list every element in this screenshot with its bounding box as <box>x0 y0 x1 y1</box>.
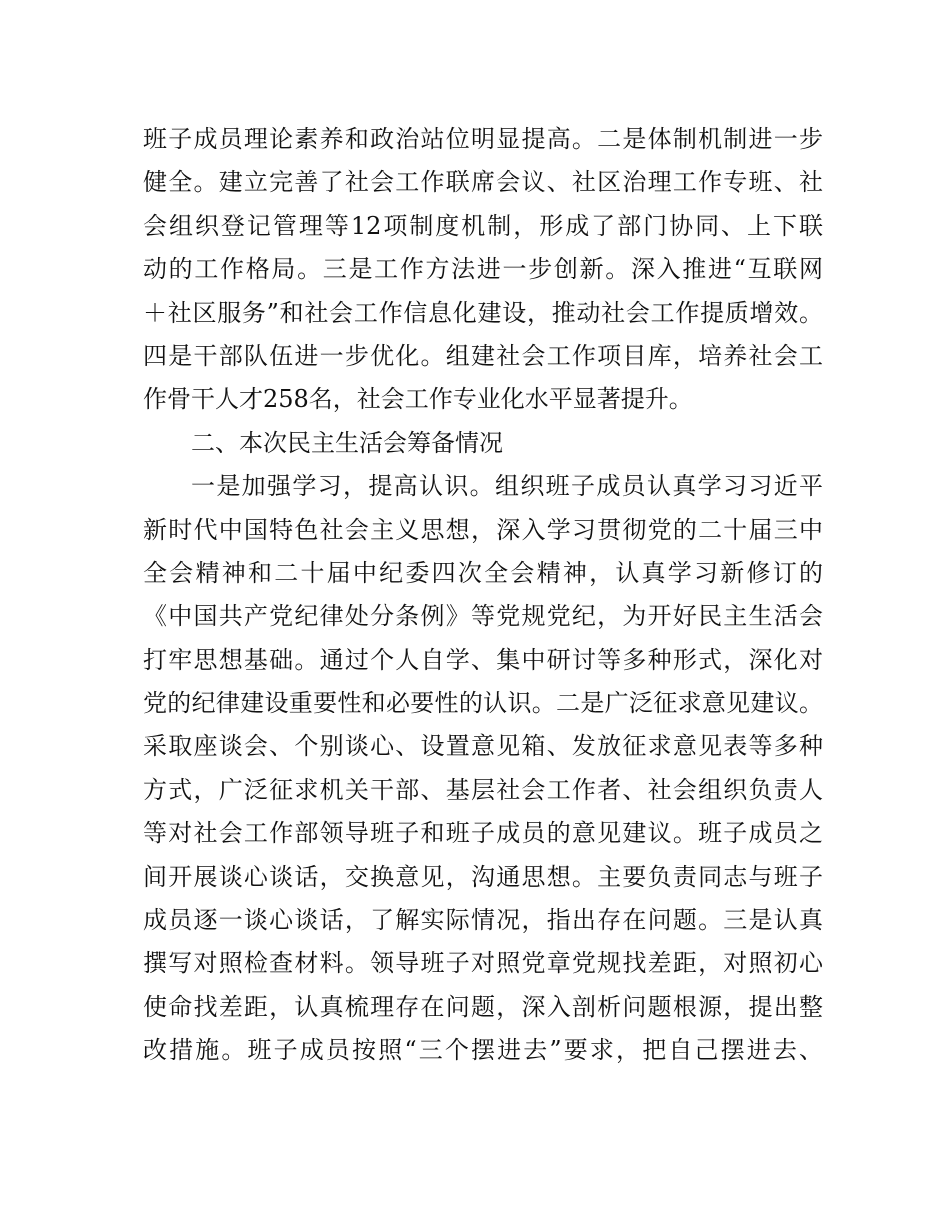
text-line: 全会精神和二十届中纪委四次全会精神，认真学习新修订的 <box>143 558 823 587</box>
text-line: 撰写对照检查材料。领导班子对照党章党规找差距，对照初心 <box>143 949 823 978</box>
text-line: 作骨干人才258名，社会工作专业化水平显著提升。 <box>143 385 693 414</box>
text-line: 间开展谈心谈话，交换意见，沟通思想。主要负责同志与班子 <box>143 862 823 891</box>
text-line: 健全。建立完善了社会工作联席会议、社区治理工作专班、社 <box>143 168 823 197</box>
section-heading: 二、本次民主生活会筹备情况 <box>191 428 503 457</box>
text-line: 等对社会工作部领导班子和班子成员的意见建议。班子成员之 <box>143 819 823 848</box>
text-line: 班子成员理论素养和政治站位明显提高。二是体制机制进一步 <box>143 125 823 153</box>
text-line: 成员逐一谈心谈话，了解实际情况，指出存在问题。三是认真 <box>143 906 823 935</box>
text-line: 改措施。班子成员按照“三个摆进去”要求，把自己摆进去、 <box>143 1036 823 1065</box>
text-line: 使命找差距，认真梳理存在问题，深入剖析问题根源，提出整 <box>143 992 823 1021</box>
text-line: 打牢思想基础。通过个人自学、集中研讨等多种形式，深化对 <box>143 645 823 674</box>
text-line: 党的纪律建设重要性和必要性的认识。二是广泛征求意见建议。 <box>143 689 823 718</box>
text-line: 方式，广泛征求机关干部、基层社会工作者、社会组织负责人 <box>143 775 823 804</box>
text-line: 会组织登记管理等12项制度机制，形成了部门协同、上下联 <box>143 211 823 240</box>
text-line: 新时代中国特色社会主义思想，深入学习贯彻党的二十届三中 <box>143 515 823 544</box>
text-line: 一是加强学习，提高认识。组织班子成员认真学习习近平 <box>191 472 823 501</box>
text-line: 四是干部队伍进一步优化。组建社会工作项目库，培养社会工 <box>143 341 823 370</box>
text-line: 动的工作格局。三是工作方法进一步创新。深入推进“互联网 <box>143 255 823 284</box>
text-line: 采取座谈会、个别谈心、设置意见箱、发放征求意见表等多种 <box>143 732 823 761</box>
text-line: 《中国共产党纪律处分条例》等党规党纪，为开好民主生活会 <box>143 602 823 631</box>
text-line: ＋社区服务”和社会工作信息化建设，推动社会工作提质增效。 <box>143 298 823 327</box>
document-body <box>143 118 823 1073</box>
